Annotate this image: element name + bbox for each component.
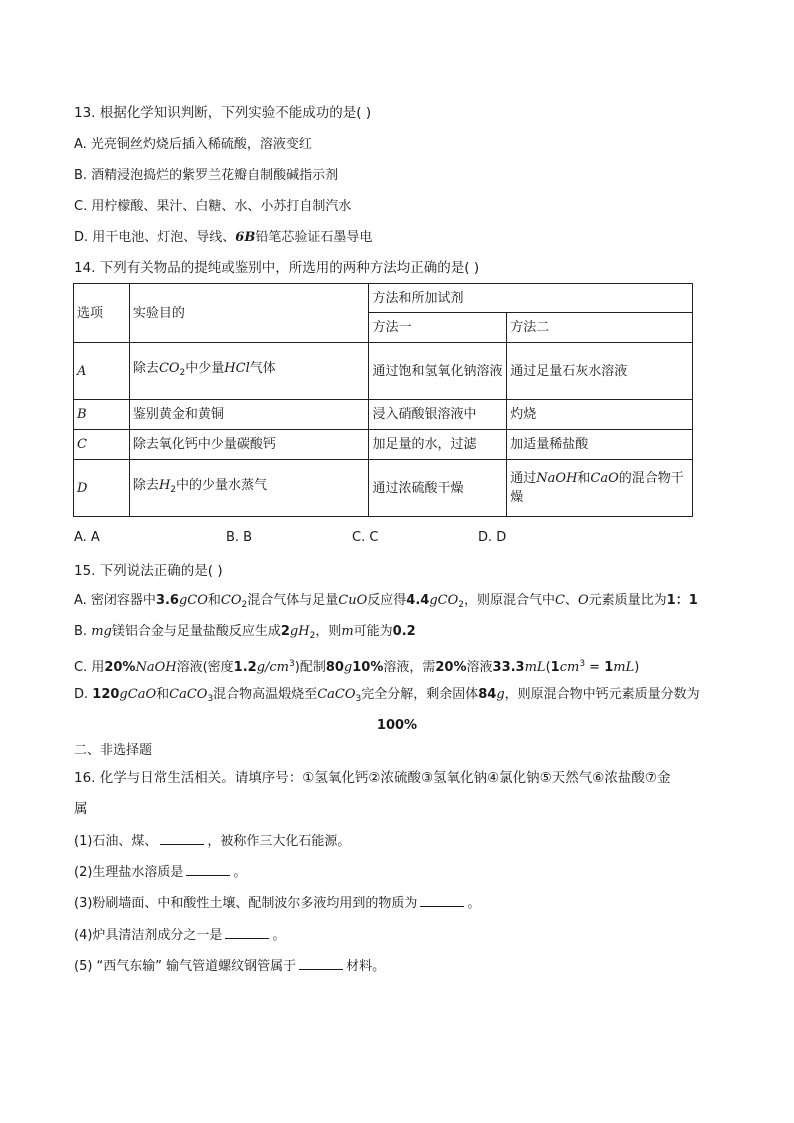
q16-sub-5: (5) “西气东输” 输气管道螺纹钢管属于 材料。 <box>74 959 386 974</box>
answer-blank[interactable] <box>186 863 230 876</box>
table-row: D 除去$H_2$中的少量水蒸气 通过浓硫酸干燥 通过NaOH和CaO的混合物干燥 <box>74 460 693 517</box>
q15-option-d: D. 120gCaO和CaCO$_3$混合物高温煅烧至CaCO$_3$完全分解，剩余固体84g，则原混合物中钙元素质量分数为 <box>74 687 700 704</box>
header-method-1: 方法一 <box>369 313 507 343</box>
q14-answer-d: D. D <box>478 530 507 545</box>
header-methods: 方法和所加试剂 <box>369 284 693 313</box>
header-option: 选项 <box>74 284 130 343</box>
q13-option-b: B. 酒精浸泡捣烂的紫罗兰花瓣自制酸碱指示剂 <box>74 168 339 183</box>
answer-blank[interactable] <box>160 832 204 845</box>
answer-blank[interactable] <box>299 957 343 970</box>
q13-option-a: A. 光亮铜丝灼烧后插入稀硫酸，溶液变红 <box>74 137 312 152</box>
q14-answer-b: B. B <box>226 530 253 545</box>
q15-option-d-end: 100% <box>376 718 418 733</box>
q16-sub-3: (3)粉刷墙面、中和酸性土壤、配制波尔多液均用到的物质为 。 <box>74 896 481 911</box>
section-title: 二、非选择题 <box>74 743 153 758</box>
table-row: A 除去$CO_2$中少量HCl气体 通过饱和氢氧化钠溶液 通过足量石灰水溶液 <box>74 343 693 400</box>
table-row: B 鉴别黄金和黄铜 浸入硝酸银溶液中 灼烧 <box>74 400 693 430</box>
table-row: C 除去氧化钙中少量碳酸钙 加足量的水，过滤 加适量稀盐酸 <box>74 430 693 460</box>
q16-sub-1: (1)石油、煤、 ，被称作三大化石能源。 <box>74 834 351 849</box>
header-method-2: 方法二 <box>507 313 693 343</box>
q15-option-b: B. mg镁铝合金与足量盐酸反应生成$2gH_2$，则m可能为0.2 <box>74 624 416 641</box>
q13-option-d: D. 用干电池、灯泡、导线、6B铅笔芯验证石墨导电 <box>74 230 373 245</box>
q15-stem: 15. 下列说法正确的是( ) <box>74 563 223 579</box>
q14-answer-c: C. C <box>352 530 379 545</box>
q13-option-c: C. 用柠檬酸、果汁、白糖、水、小苏打自制汽水 <box>74 199 352 214</box>
q13-stem: 13. 根据化学知识判断，下列实验不能成功的是( ) <box>74 105 372 121</box>
q14-answer-a: A. A <box>74 530 100 545</box>
q16-sub-4: (4)炉具清洁剂成分之一是 。 <box>74 928 286 943</box>
q16-stem: 16. 化学与日常生活相关。请填序号：①氢氧化钙②浓硫酸③氢氧化钠④氯化钠⑤天然气⑥浓盐酸⑦金 <box>74 770 671 786</box>
answer-blank[interactable] <box>420 894 464 907</box>
q15-option-a: A. 密闭容器中3.6gCO和$CO_2$混合气体与足量CuO反应得4.4gCO$_2$，则原混合气中C、O元素质量比为1：1 <box>74 593 698 610</box>
header-purpose: 实验目的 <box>129 284 369 343</box>
q14-table <box>73 283 693 517</box>
answer-blank[interactable] <box>225 926 269 939</box>
q15-option-c: C. 用20%NaOH溶液(密度$1.2g/cm^3$)配制80g10%溶液，需20%溶液$33.3mL(1cm^3 = 1mL)$ <box>74 659 640 675</box>
q14-stem: 14. 下列有关物品的提纯或鉴别中，所选用的两种方法均正确的是( ) <box>74 260 480 276</box>
q16-stem-cont: 属 <box>74 801 88 817</box>
q16-sub-2: (2)生理盐水溶质是 。 <box>74 865 247 880</box>
